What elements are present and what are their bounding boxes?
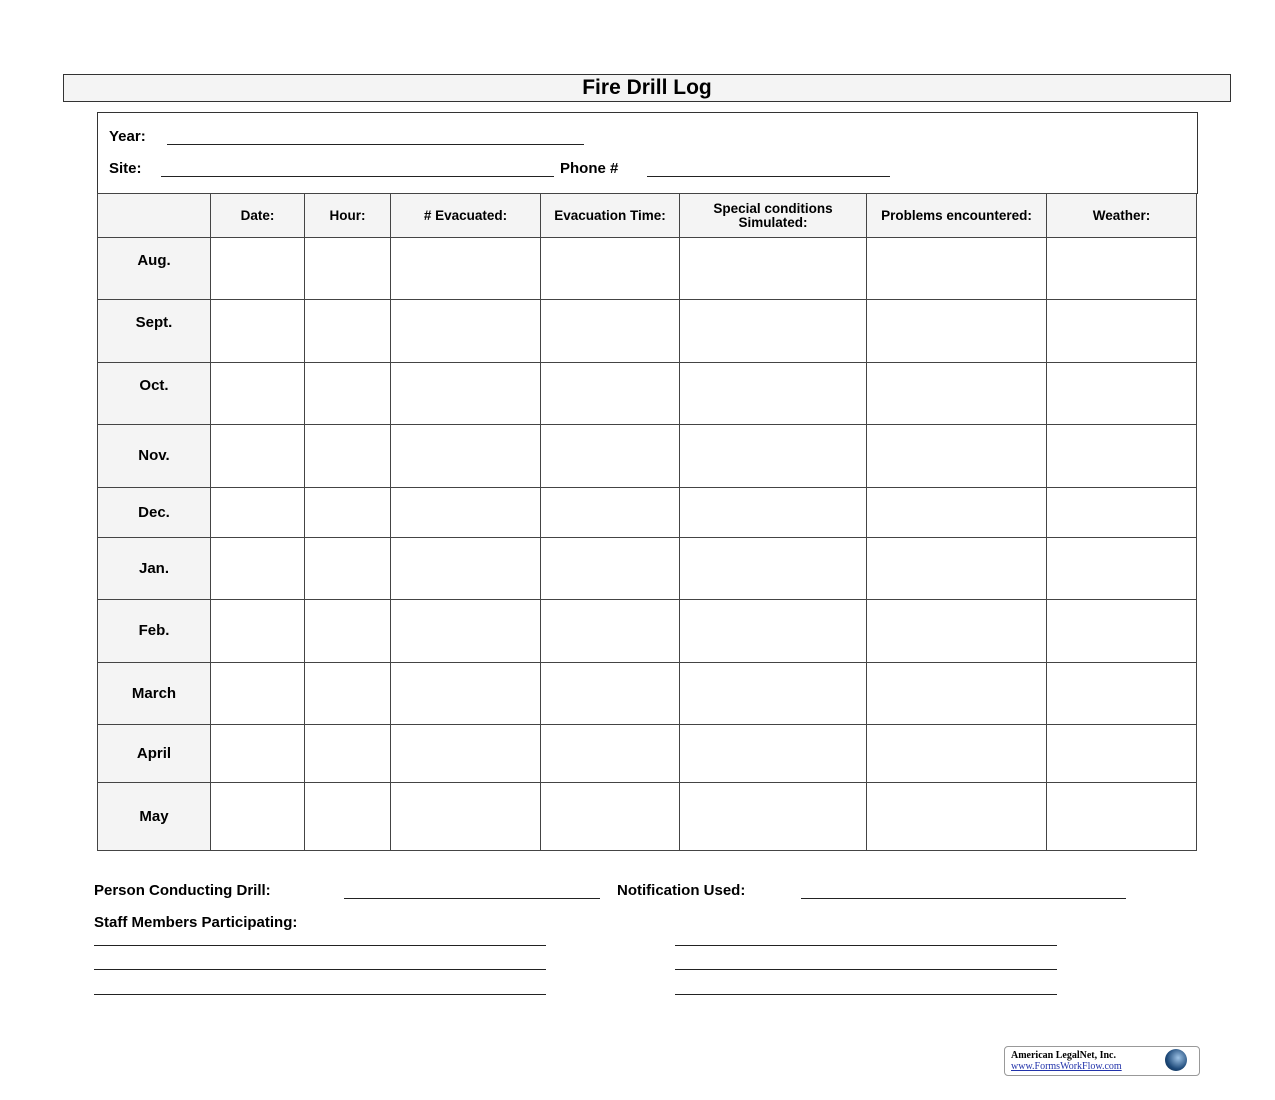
column-header: Date: (211, 194, 305, 238)
table-row (98, 663, 1197, 725)
entry-cell[interactable] (1047, 783, 1197, 851)
entry-cell[interactable] (867, 425, 1047, 488)
entry-cell[interactable] (867, 663, 1047, 725)
entry-cell[interactable] (391, 488, 541, 538)
entry-cell[interactable] (1047, 425, 1197, 488)
phone-field[interactable] (647, 162, 890, 177)
company-url[interactable]: www.FormsWorkFlow.com (1011, 1061, 1122, 1072)
globe-icon (1165, 1049, 1187, 1071)
entry-cell[interactable] (1047, 300, 1197, 363)
staff-field[interactable] (94, 980, 546, 995)
entry-cell[interactable] (391, 725, 541, 783)
person-field[interactable] (344, 884, 600, 899)
site-label: Site: (109, 160, 142, 177)
month-label: Jan. (98, 538, 211, 600)
entry-cell[interactable] (391, 783, 541, 851)
entry-cell[interactable] (541, 663, 680, 725)
table-row (98, 238, 1197, 300)
entry-cell[interactable] (305, 488, 391, 538)
entry-cell[interactable] (211, 238, 305, 300)
entry-cell[interactable] (680, 538, 867, 600)
entry-cell[interactable] (305, 300, 391, 363)
entry-cell[interactable] (680, 488, 867, 538)
month-label: Feb. (98, 600, 211, 663)
month-label: March (98, 663, 211, 725)
company-logo (1004, 1046, 1200, 1076)
entry-cell[interactable] (541, 538, 680, 600)
entry-cell[interactable] (305, 425, 391, 488)
year-field[interactable] (167, 130, 584, 145)
entry-cell[interactable] (1047, 600, 1197, 663)
entry-cell[interactable] (680, 725, 867, 783)
entry-cell[interactable] (680, 363, 867, 425)
entry-cell[interactable] (541, 488, 680, 538)
column-header: Problems encountered: (867, 194, 1047, 238)
entry-cell[interactable] (391, 425, 541, 488)
entry-cell[interactable] (867, 488, 1047, 538)
entry-cell[interactable] (305, 600, 391, 663)
entry-cell[interactable] (391, 300, 541, 363)
table-row (98, 725, 1197, 783)
staff-field[interactable] (675, 980, 1057, 995)
entry-cell[interactable] (541, 363, 680, 425)
entry-cell[interactable] (680, 600, 867, 663)
entry-cell[interactable] (305, 725, 391, 783)
table-row (98, 783, 1197, 851)
entry-cell[interactable] (541, 238, 680, 300)
entry-cell[interactable] (211, 488, 305, 538)
phone-label: Phone # (560, 160, 619, 177)
month-label: April (98, 725, 211, 783)
entry-cell[interactable] (867, 725, 1047, 783)
entry-cell[interactable] (1047, 663, 1197, 725)
drill-log-table (97, 193, 1197, 851)
entry-cell[interactable] (867, 238, 1047, 300)
month-label: Aug. (98, 238, 211, 300)
entry-cell[interactable] (391, 363, 541, 425)
entry-cell[interactable] (867, 300, 1047, 363)
entry-cell[interactable] (211, 600, 305, 663)
company-name: American LegalNet, Inc. (1011, 1050, 1116, 1061)
entry-cell[interactable] (305, 663, 391, 725)
entry-cell[interactable] (541, 600, 680, 663)
month-label: Nov. (98, 425, 211, 488)
entry-cell[interactable] (867, 600, 1047, 663)
entry-cell[interactable] (541, 425, 680, 488)
entry-cell[interactable] (391, 600, 541, 663)
entry-cell[interactable] (305, 363, 391, 425)
entry-cell[interactable] (867, 363, 1047, 425)
month-label: Sept. (98, 300, 211, 363)
entry-cell[interactable] (391, 538, 541, 600)
column-header: Special conditions Simulated: (680, 194, 867, 238)
entry-cell[interactable] (305, 783, 391, 851)
staff-field[interactable] (94, 955, 546, 970)
entry-cell[interactable] (391, 238, 541, 300)
column-header (98, 194, 211, 238)
site-field[interactable] (161, 162, 554, 177)
entry-cell[interactable] (680, 300, 867, 363)
entry-cell[interactable] (211, 425, 305, 488)
column-header: Evacuation Time: (541, 194, 680, 238)
notification-field[interactable] (801, 884, 1126, 899)
form-title: Fire Drill Log (63, 74, 1231, 102)
entry-cell[interactable] (541, 300, 680, 363)
month-label: May (98, 783, 211, 851)
staff-field[interactable] (675, 955, 1057, 970)
entry-cell[interactable] (541, 725, 680, 783)
staff-field[interactable] (94, 931, 546, 946)
column-header: # Evacuated: (391, 194, 541, 238)
table-row (98, 600, 1197, 663)
entry-cell[interactable] (305, 538, 391, 600)
entry-cell[interactable] (211, 783, 305, 851)
entry-cell[interactable] (211, 538, 305, 600)
entry-cell[interactable] (680, 238, 867, 300)
month-label: Oct. (98, 363, 211, 425)
header-box (97, 112, 1198, 194)
entry-cell[interactable] (867, 538, 1047, 600)
entry-cell[interactable] (1047, 488, 1197, 538)
entry-cell[interactable] (1047, 538, 1197, 600)
table-row (98, 488, 1197, 538)
entry-cell[interactable] (1047, 725, 1197, 783)
entry-cell[interactable] (1047, 238, 1197, 300)
entry-cell[interactable] (680, 425, 867, 488)
notification-label: Notification Used: (617, 882, 746, 899)
entry-cell[interactable] (867, 783, 1047, 851)
entry-cell[interactable] (1047, 363, 1197, 425)
person-label: Person Conducting Drill: (94, 882, 271, 899)
entry-cell[interactable] (541, 783, 680, 851)
column-header: Hour: (305, 194, 391, 238)
entry-cell[interactable] (211, 663, 305, 725)
year-label: Year: (109, 128, 146, 145)
table-row (98, 363, 1197, 425)
entry-cell[interactable] (680, 783, 867, 851)
entry-cell[interactable] (211, 300, 305, 363)
month-label: Dec. (98, 488, 211, 538)
column-header: Weather: (1047, 194, 1197, 238)
entry-cell[interactable] (305, 238, 391, 300)
entry-cell[interactable] (211, 363, 305, 425)
entry-cell[interactable] (391, 663, 541, 725)
table-row (98, 538, 1197, 600)
staff-label: Staff Members Participating: (94, 914, 298, 931)
entry-cell[interactable] (211, 725, 305, 783)
staff-field[interactable] (675, 931, 1057, 946)
table-row (98, 300, 1197, 363)
table-row (98, 425, 1197, 488)
header-row (98, 194, 1197, 238)
entry-cell[interactable] (680, 663, 867, 725)
